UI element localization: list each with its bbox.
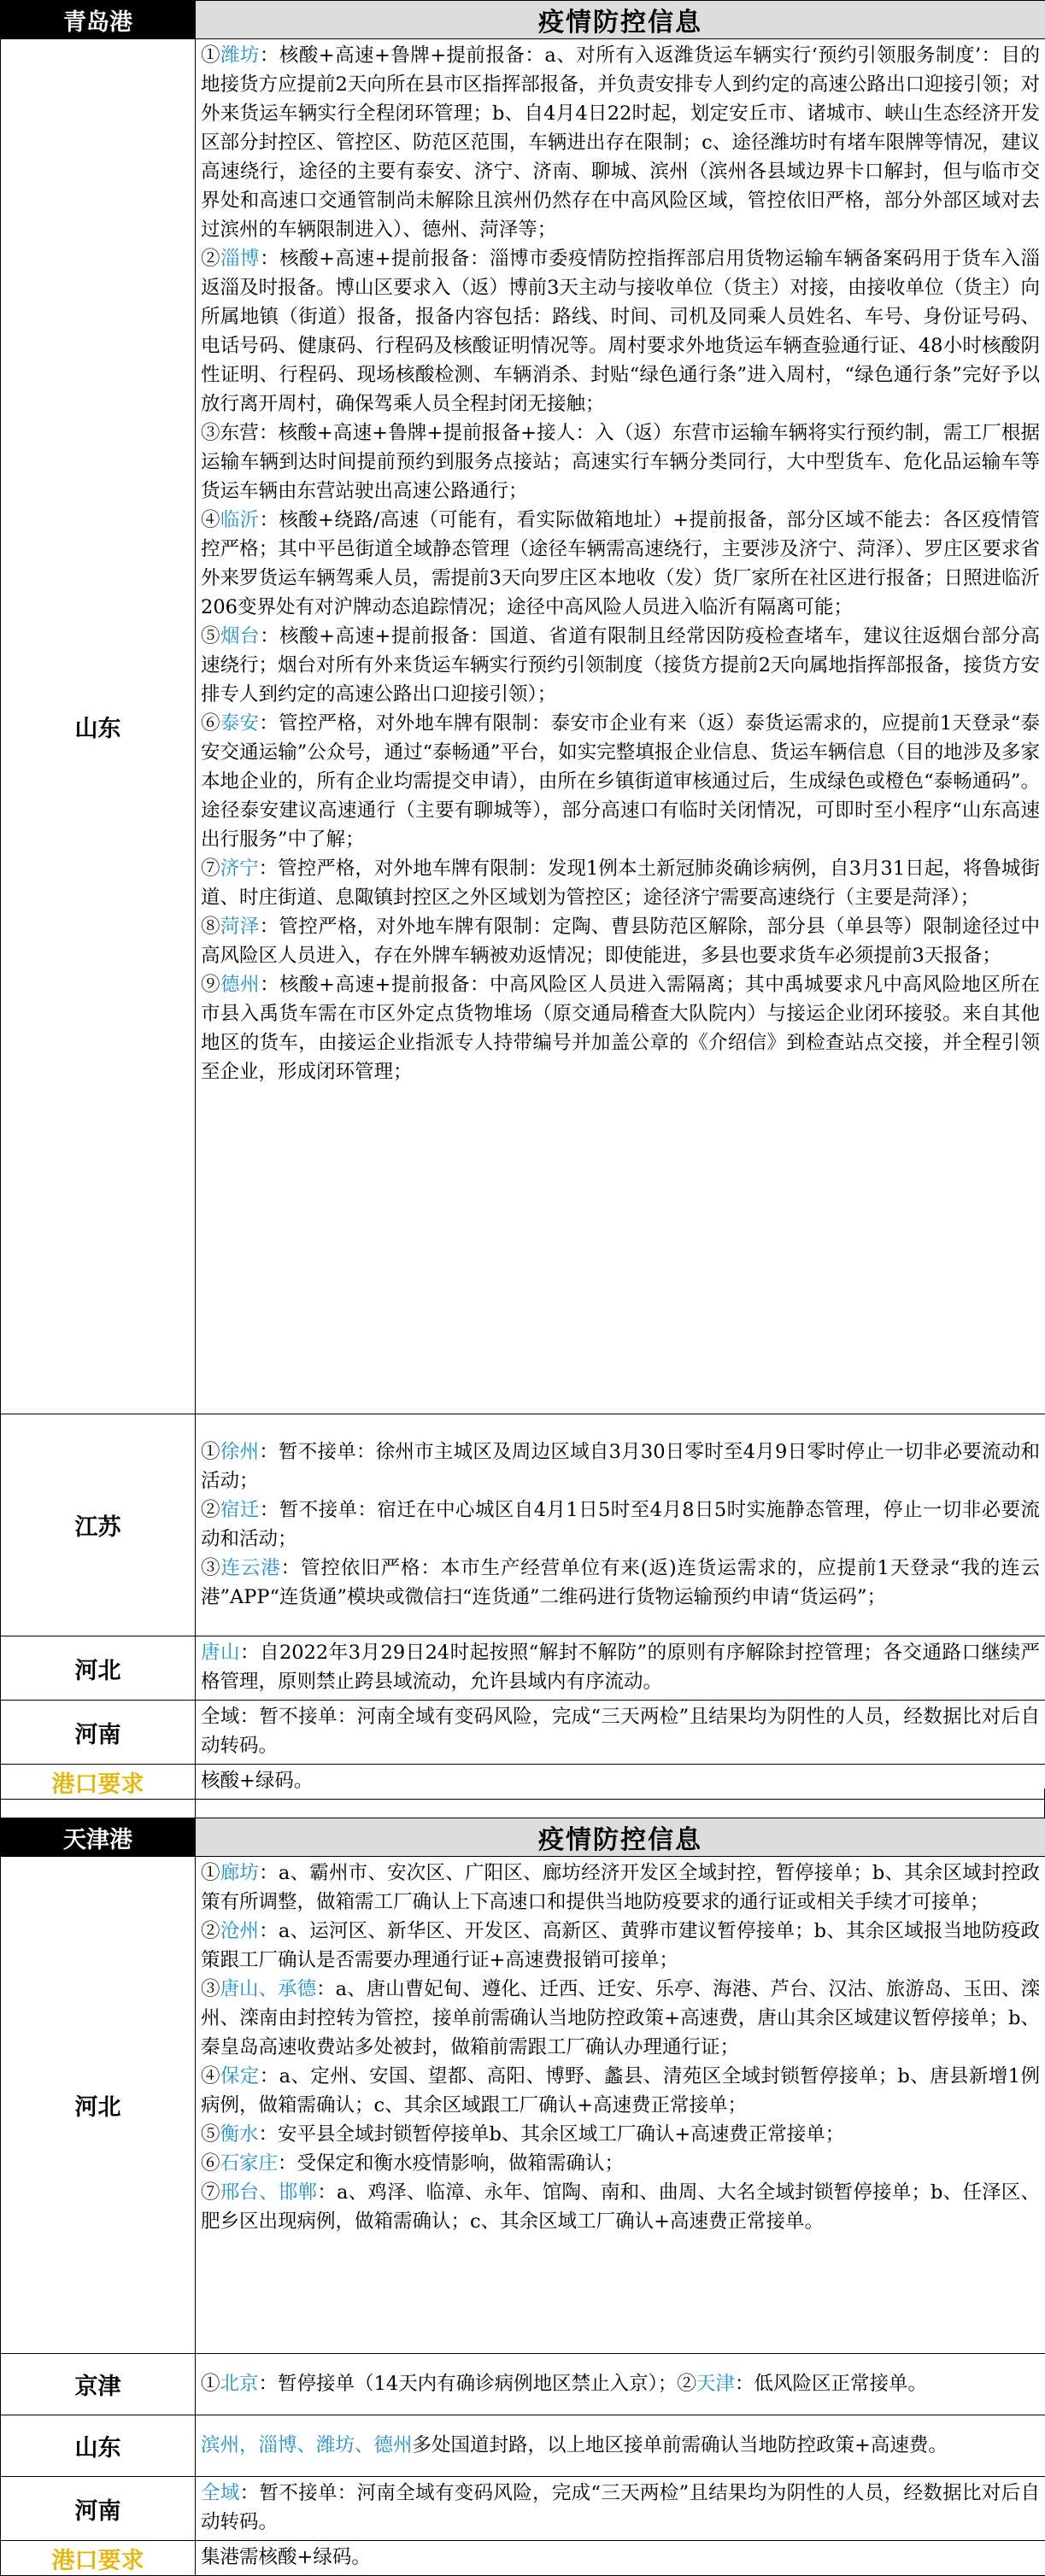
content-jiangsu (196, 1414, 1045, 1636)
region-port-requirement-tj: 港口要求 (1, 2541, 196, 2576)
paragraph-number: ⑥ (201, 2152, 220, 2175)
paragraph-text: 集港需核酸+绿码。 (201, 2546, 371, 2568)
content-hebei (196, 1636, 1045, 1701)
city-name: 唐山 (201, 1642, 240, 1664)
region-henan: 河南 (1, 1701, 196, 1765)
content-shandong-tj (196, 2415, 1045, 2477)
city-name: 石家庄 (220, 2152, 279, 2175)
paragraph-number: ⑤ (201, 2123, 220, 2146)
paragraph-text: ：核酸+高速+鲁牌+提前报备：a、对所有入返潍货运车辆实行‘预约引领服务制度’：目的地接货方应提前2天向所在县市区指挥部报备，并负责安排专人到约定的高速公路出口迎接引领；对外来货运车辆实行全程闭环管理；b、自4月4日22时起，划定安丘市、诸城市、峡山生态经济开发区部分封控区、管控区、防范区范围，车辆进出存在限制；c、途径潍坊时有堵车限牌等情况，建议高速绕行，途径的主要有泰安、济宁、济南、聊城、滨州（滨州各县域边界卡口解封，但与临市交界处和高速口交通管制尚未解除且滨州仍然存在中高风险区域，管控依旧严格，部分外部区域对去过滨州的车辆限制进入）、德州、菏泽等； (201, 44, 1040, 241)
region-hebei: 河北 (1, 1636, 196, 1701)
paragraph-number: ⑦ (201, 858, 220, 880)
info-paragraph (201, 1496, 1040, 1554)
city-name: 唐山、承德 (220, 1978, 317, 2000)
city-name: 宿迁 (220, 1499, 260, 1521)
info-paragraph (201, 2178, 1040, 2236)
info-paragraph (201, 2543, 1040, 2572)
info-paragraph (201, 2062, 1040, 2120)
paragraph-number: ⑥ (201, 712, 220, 735)
info-paragraph (201, 41, 1040, 244)
paragraph-text: ：a、鸡泽、临漳、永年、馆陶、南和、曲周、大名全域封锁暂停接单；b、任泽区、肥乡区出现病例，做箱需确认；c、其余区域工厂确认+高速费正常接单。 (201, 2181, 1040, 2233)
paragraph-number: ⑧ (201, 916, 220, 938)
info-paragraph (201, 709, 1040, 854)
city-name: 邢台、邯郸 (220, 2181, 318, 2204)
region-jiangsu: 江苏 (1, 1414, 196, 1636)
port-header-tianjin: 天津港 (1, 1818, 196, 1857)
region-henan-tj: 河南 (1, 2477, 196, 2541)
paragraph-text: ：核酸+高速+提前报备：中高风险区人员进入需隔离；其中禹城要求凡中高风险地区所在市县入禹货车需在市区外定点货物堆场（原交通局稽查大队院内）与接运企业闭环接驳。来自其他地区的货车，由接运企业指派专人持带编号并加盖公章的《介绍信》到检查站点交接，并全程引领至企业，形成闭环管理； (201, 974, 1040, 1083)
paragraph-number: ② (201, 248, 220, 270)
city-name: 保定 (220, 2065, 260, 2087)
paragraph-number: ③ (201, 422, 220, 444)
info-paragraph (201, 912, 1040, 970)
paragraph-number: ① (201, 1862, 220, 1884)
city-name: 衡水 (220, 2123, 259, 2146)
paragraph-text: ：受保定和衡水疫情影响，做箱需确认； (278, 2152, 624, 2175)
paragraph-text: ：安平县全域封锁暂停接单b、其余区域工厂确认+高速费正常接单； (259, 2123, 845, 2146)
paragraph-text: 全域：暂不接单：河南全域有变码风险，完成“三天两检”且结果均为阴性的人员，经数据比对后自动转码。 (201, 1706, 1040, 1757)
city-name: 滨州，淄博、潍坊、德州 (201, 2434, 413, 2456)
paragraph-number: ① (201, 1441, 220, 1463)
paragraph-text: ：管控严格，对外地车牌有限制：泰安市企业有来（返）泰货运需求的，应提前1天登录“泰安交通运输”公众号，通过“泰畅通”平台，如实完整填报企业信息、货运车辆信息（目的地涉及多家本地企业的，所有企业均需提交申请），由所在乡镇街道审核通过后，生成绿色或橙色“泰畅通码”。途径泰安建议高速通行（主要有聊城等），部分高速口有临时关闭情况，可即时至小程序“山东高速出行服务”中了解； (201, 712, 1040, 851)
paragraph-number: ④ (201, 2065, 220, 2087)
paragraph-text: 多处国道封路，以上地区接单前需确认当地防控政策+高速费。 (413, 2434, 948, 2456)
paragraph-text: ：管控依旧严格：本市生产经营单位有来(返)连货运需求的，应提前1天登录“我的连云港”APP“连货通”模块或微信扫“连货通”二维码进行货物运输预约申请“货运码”； (201, 1557, 1040, 1608)
info-paragraph (201, 1554, 1040, 1612)
city-name: 烟台 (220, 625, 260, 647)
info-paragraph (201, 2149, 1040, 2178)
paragraph-number: ⑨ (201, 974, 220, 996)
content-shandong (196, 39, 1045, 1414)
paragraph-number: ③ (201, 1978, 220, 2000)
content-henan (196, 1701, 1045, 1765)
paragraph-number: ⑦ (201, 2181, 220, 2204)
info-paragraph (201, 1638, 1040, 1696)
city-name: 廊坊 (220, 1862, 259, 1884)
paragraph-text: ：管控严格，对外地车牌有限制：发现1例本土新冠肺炎确诊病例，自3月31日起，将鲁城街道、时庄街道、息陬镇封控区之外区域划为管控区；途径济宁需要高速绕行（主要是菏泽）； (201, 858, 1040, 909)
content-jingjin (196, 2354, 1045, 2415)
paragraph-text: ：a、霸州市、安次区、广阳区、廊坊经济开发区全域封控，暂停接单；b、其余区域封控政策有所调整，做箱需工厂确认上下高速口和提供当地防疫要求的通行证或相关手续才可接单； (201, 1862, 1040, 1913)
info-paragraph (201, 1437, 1040, 1496)
paragraph-text: 东营：核酸+高速+鲁牌+提前报备+接人：入（返）东营市运输车辆将实行预约制，需工厂根据运输车辆到达时间提前预约到服务点接站；高速实行车辆分类同行，大中型货车、危化品运输车等货运车辆由东营站驶出高速公路通行； (201, 422, 1040, 502)
city-name: 临沂 (220, 509, 260, 531)
paragraph-text: ：a、唐山曹妃甸、遵化、迁西、迁安、乐亭、海港、芦台、汉沽、旅游岛、玉田、滦州、滦南由封控转为管控，接单前需确认当地防控政策+高速费，唐山其余区域建议暂停接单；b、秦皇岛高速收费站多处被封，做箱前需跟工厂确认办理通行证； (201, 1978, 1040, 2058)
city-name: 沧州 (220, 1920, 259, 1942)
region-hebei-tj: 河北 (1, 1857, 196, 2354)
info-paragraph (201, 244, 1040, 419)
content-port-requirement-tj (196, 2541, 1045, 2576)
info-paragraph (201, 622, 1040, 709)
paragraph-text: ：核酸+高速+提前报备：淄博市委疫情防控指挥部启用货物运输车辆备案码用于货车入淄返淄及时报备。博山区要求入（返）博前3天主动与接收单位（货主）对接，由接收单位（货主）向所属地镇（街道）报备，报备内容包括：路线、时间、司机及同乘人员姓名、车号、身份证号码、电话号码、健康码、行程码及核酸证明情况等。周村要求外地货运车辆查验通行证、48小时核酸阴性证明、行程码、现场核酸检测、车辆消杀、封贴“绿色通行条”进入周村，“绿色通行条”完好予以放行离开周村，确保驾乘人员全程封闭无接触； (201, 248, 1040, 415)
paragraph-number: ② (201, 1499, 220, 1521)
section-title-qingdao: 疫情防控信息 (196, 1, 1045, 39)
jingjin-tianjin-text: ：低风险区正常接单。 (735, 2373, 927, 2395)
tianjin-table (0, 1818, 1045, 2576)
city-name: 徐州 (220, 1441, 259, 1463)
content-hebei-tj (196, 1857, 1045, 2354)
city-name: 菏泽 (220, 916, 260, 938)
info-paragraph (201, 506, 1040, 622)
city-name: 潍坊 (220, 44, 260, 67)
paragraph-text: ：管控严格，对外地车牌有限制：定陶、曹县防范区解除，部分县（单县等）限制途径过中高风险区人员进入，存在外牌车辆被劝返情况；即使能进，多县也要求货车必须提前3天报备； (201, 916, 1040, 967)
jingjin-beijing-text: ：暂停接单（14天内有确诊病例地区禁止入京）； (259, 2373, 678, 2395)
region-shandong: 山东 (1, 39, 196, 1414)
paragraph-text: ：a、运河区、新华区、开发区、高新区、黄骅市建议暂停接单；b、其余区域报当地防疫政策跟工厂确认是否需要办理通行证+高速费报销可接单； (201, 1920, 1040, 1971)
info-paragraph (201, 1859, 1040, 1917)
table-gap (0, 1789, 1045, 1818)
city-name: 泰安 (220, 712, 260, 735)
info-paragraph (201, 970, 1040, 1086)
city-name: 淄博 (220, 248, 260, 270)
paragraph-text: ：暂不接单：宿迁在中心城区自4月1日5时至4月8日5时实施静态管理，停止一切非必要流动和活动； (201, 1499, 1040, 1550)
paragraph-number: ④ (201, 509, 220, 531)
info-paragraph (201, 1702, 1040, 1760)
paragraph-number: ③ (201, 1557, 220, 1579)
paragraph-text: ：自2022年3月29日24时起按照“解封不解防”的原则有序解除封控管理；各交通路口继续严格管理，原则禁止跨县域流动，允许县域内有序流动。 (201, 1642, 1040, 1693)
info-paragraph (201, 419, 1040, 506)
section-title-tianjin: 疫情防控信息 (196, 1818, 1045, 1857)
jingjin-tianjin-num: ② (677, 2373, 696, 2395)
content-henan-tj (196, 2477, 1045, 2541)
info-paragraph (201, 2431, 1040, 2460)
jingjin-tianjin-city: 天津 (696, 2373, 735, 2395)
jingjin-beijing-city: 北京 (220, 2373, 259, 2395)
paragraph-number: ② (201, 1920, 220, 1942)
region-port-requirement: 港口要求 (1, 1765, 196, 1800)
paragraph-text: ：暂不接单：徐州市主城区及周边区域自3月30日零时至4月9日零时停止一切非必要流动和活动； (201, 1441, 1040, 1492)
info-paragraph (201, 1975, 1040, 2062)
info-paragraph (201, 854, 1040, 912)
city-name: 连云港 (220, 1557, 280, 1579)
paragraph-number: ⑤ (201, 625, 220, 647)
info-paragraph (201, 1917, 1040, 1975)
region-shandong-tj: 山东 (1, 2415, 196, 2477)
paragraph-text: ：核酸+绕路/高速（可能有，看实际做箱地址）+提前报备，部分区域不能去：各区疫情管控严格；其中平邑街道全域静态管理（途径车辆需高速绕行，主要涉及济宁、菏泽）、罗庄区要求省外来罗货运车辆驾乘人员，需提前3天向罗庄区本地收（发）货厂家所在社区进行报备；日照进临沂206变界处有对沪牌动态追踪情况；途径中高风险人员进入临沂有隔离可能； (201, 509, 1040, 618)
city-name: 德州 (220, 974, 260, 996)
region-jingjin: 京津 (1, 2354, 196, 2415)
info-paragraph (201, 2120, 1040, 2149)
port-header-qingdao: 青岛港 (1, 1, 196, 39)
paragraph-text: ：核酸+高速+提前报备：国道、省道有限制且经常因防疫检查堵车，建议往返烟台部分高速绕行；烟台对所有外来货运车辆实行预约引领制度（接货方提前2天向属地指挥部报备，接货方安排专人到约定的高速公路出口迎接引领）； (201, 625, 1040, 705)
jingjin-beijing-num: ① (201, 2373, 220, 2395)
city-name: 济宁 (220, 858, 259, 880)
info-paragraph (201, 2479, 1040, 2537)
paragraph-text: ：a、定州、安国、望都、高阳、博野、蠡县、清苑区全域封锁暂停接单；b、唐县新增1例病例，做箱需确认；c、其余区域跟工厂确认+高速费正常接单； (201, 2065, 1040, 2116)
paragraph-text: 核酸+绿码。 (201, 1770, 313, 1792)
paragraph-number: ① (201, 44, 220, 67)
city-name: 全域 (201, 2482, 240, 2504)
paragraph-text: ：暂不接单：河南全域有变码风险，完成“三天两检”且结果均为阴性的人员，经数据比对后自动转码。 (201, 2482, 1040, 2533)
